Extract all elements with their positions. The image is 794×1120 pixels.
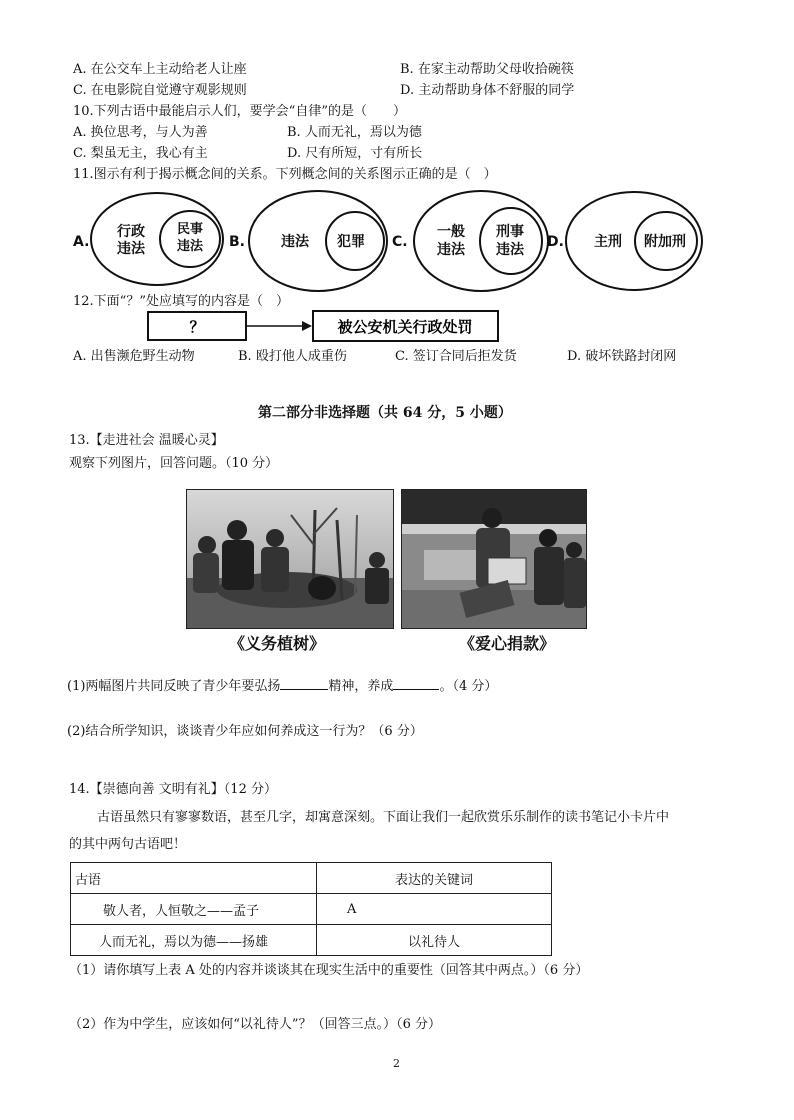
q11-option-c-letter: C.	[392, 234, 408, 250]
q11-venn-diagrams	[0, 185, 794, 297]
q13-blank-habit[interactable]	[393, 677, 439, 690]
q14-paragraph-line2: 的其中两句古语吧！	[69, 837, 187, 852]
q12-option-a: A. 出售濒危野生动物	[73, 349, 195, 364]
q11-d-inner-line1: 附加刑	[644, 234, 686, 250]
q10-option-c: C. 梨虽无主，我心有主	[73, 146, 208, 161]
donation-image	[402, 490, 586, 628]
q12-flow-diagram	[140, 308, 510, 346]
q11-option-b-letter: B.	[229, 234, 245, 250]
q11-a-inner-line2: 违法	[177, 239, 204, 254]
q11-b-outer-circle	[249, 191, 387, 291]
donation-photo	[401, 489, 587, 629]
q9-option-c: C. 在电影院自觉遵守观影规则	[73, 83, 247, 98]
q11-c-outer-line2: 违法	[437, 242, 465, 258]
q12-option-b: B. 殴打他人成重伤	[238, 349, 347, 364]
q10-option-a: A. 换位思考，与人为善	[73, 125, 208, 140]
table-cell-keyword[interactable]: A	[317, 894, 552, 925]
table-row	[71, 894, 552, 925]
q10-option-d: D. 尺有所短，寸有所长	[287, 146, 423, 161]
q12-option-c: C. 签订合同后拒发货	[395, 349, 517, 364]
q12-box-left-text: ？	[189, 318, 205, 336]
q13-sub1-part3: 。（4 分）	[439, 679, 498, 694]
caption-tree-planting: 《义务植树》	[229, 634, 326, 653]
q10-stem: 10.下列古语中最能启示人们，要学会“自律”的是（ ）	[73, 104, 406, 119]
q11-b-outer-line1: 违法	[281, 234, 309, 250]
table-header-row	[71, 863, 552, 894]
q11-option-a-letter: A.	[73, 234, 90, 250]
q13-blank-spirit[interactable]	[280, 677, 328, 690]
q13-sub1	[67, 677, 497, 695]
tree-planting-photo	[186, 489, 394, 629]
q9-option-a: A. 在公交车上主动给老人让座	[73, 62, 247, 77]
table-row	[71, 925, 552, 956]
q11-d-outer-line1: 主刑	[594, 234, 622, 250]
tree-planting-image	[187, 490, 393, 628]
q14-title: 14.【崇德向善 文明有礼】（12 分）	[69, 782, 277, 797]
q11-c-inner-circle	[480, 208, 542, 274]
q13-sub1-part1: (1)两幅图片共同反映了青少年要弘扬	[67, 679, 281, 694]
q11-stem: 11.图示有利于揭示概念间的关系。下列概念间的关系图示正确的是（ ）	[73, 167, 497, 182]
q14-sub1: （1）请你填写上表 A 处的内容并谈谈其在现实生活中的重要性（回答其中两点。）（6 分）	[69, 963, 589, 978]
q13-sub1-part2: 精神，养成	[328, 679, 394, 694]
q11-b-inner-line1: 犯罪	[337, 234, 365, 250]
q13-title: 13.【走进社会 温暖心灵】	[69, 433, 224, 448]
q14-sub2: （2）作为中学生，应该如何“以礼待人”？（回答三点。）（6 分）	[69, 1017, 441, 1032]
q11-a-outer-line1: 行政	[117, 224, 145, 240]
table-cell-saying: 人而无礼，焉以为德——扬雄	[71, 925, 317, 956]
q13-intro: 观察下列图片，回答问题。（10 分）	[69, 456, 279, 471]
q11-a-inner-line1: 民事	[177, 222, 204, 237]
q11-c-inner-line1: 刑事	[496, 224, 524, 240]
q12-option-d: D. 破坏铁路封闭网	[567, 349, 677, 364]
q14-table	[70, 862, 552, 956]
q9-option-b: B. 在家主动帮助父母收拾碗筷	[400, 62, 574, 77]
q12-box-right-text: 被公安机关行政处罚	[337, 318, 473, 336]
page-number: 2	[393, 1057, 400, 1070]
table-cell-saying: 敬人者，人恒敬之——孟子	[71, 894, 317, 925]
q10-option-b: B. 人而无礼，焉以为德	[287, 125, 422, 140]
table-header-ancient-saying: 古语	[71, 863, 317, 894]
part2-heading: 第二部分非选择题（共 64 分，5 小题）	[258, 405, 512, 421]
q11-c-inner-line2: 违法	[496, 242, 524, 258]
q12-stem: 12.下面“？”处应填写的内容是（ ）	[73, 294, 289, 309]
caption-donation: 《爱心捐款》	[459, 634, 556, 653]
q11-option-d-letter: D.	[547, 234, 564, 250]
table-cell-keyword: 以礼待人	[317, 925, 552, 956]
q13-sub2: (2)结合所学知识，谈谈青少年应如何养成这一行为？（6 分）	[67, 724, 423, 739]
q11-a-outer-line2: 违法	[117, 241, 145, 257]
table-header-keyword: 表达的关键词	[317, 863, 552, 894]
q9-option-d: D. 主动帮助身体不舒服的同学	[400, 83, 575, 98]
q11-a-outer-circle	[91, 193, 223, 285]
q14-paragraph-line1: 古语虽然只有寥寥数语，甚至几字，却寓意深刻。下面让我们一起欣赏乐乐制作的读书笔记小卡片中	[97, 810, 670, 825]
q11-c-outer-line1: 一般	[437, 224, 465, 240]
q12-arrow-head	[302, 321, 312, 331]
